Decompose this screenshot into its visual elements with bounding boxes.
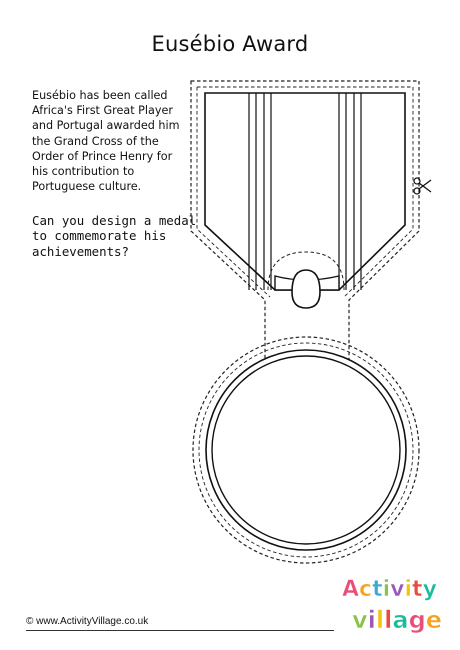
intro-line: Africa's First Great Player bbox=[32, 104, 173, 118]
question-line: to commemorate his bbox=[32, 228, 167, 244]
intro-line: and Portugal awarded him bbox=[32, 119, 180, 133]
copyright-text: © www.ActivityVillage.co.uk bbox=[26, 616, 149, 627]
intro-line: Portuguese culture. bbox=[32, 180, 142, 194]
scissors-icon bbox=[414, 178, 431, 194]
svg-text:Activity: Activity bbox=[342, 577, 437, 602]
intro-line: the Grand Cross of the bbox=[32, 134, 159, 148]
question-line: achievements? bbox=[32, 243, 129, 259]
question-line: Can you design a medal bbox=[32, 213, 197, 228]
medal-loop bbox=[292, 270, 320, 308]
footer-divider bbox=[26, 630, 334, 631]
svg-text:village: village bbox=[352, 606, 443, 634]
ribbon bbox=[205, 93, 405, 290]
page-title: Eusébio Award bbox=[151, 32, 309, 56]
intro-line: Eusébio has been called bbox=[32, 89, 168, 102]
intro-line: Order of Prince Henry for bbox=[32, 149, 173, 163]
intro-line: his contribution to bbox=[32, 165, 135, 179]
medal-disc-inner bbox=[212, 356, 400, 544]
activity-village-logo bbox=[338, 566, 448, 638]
